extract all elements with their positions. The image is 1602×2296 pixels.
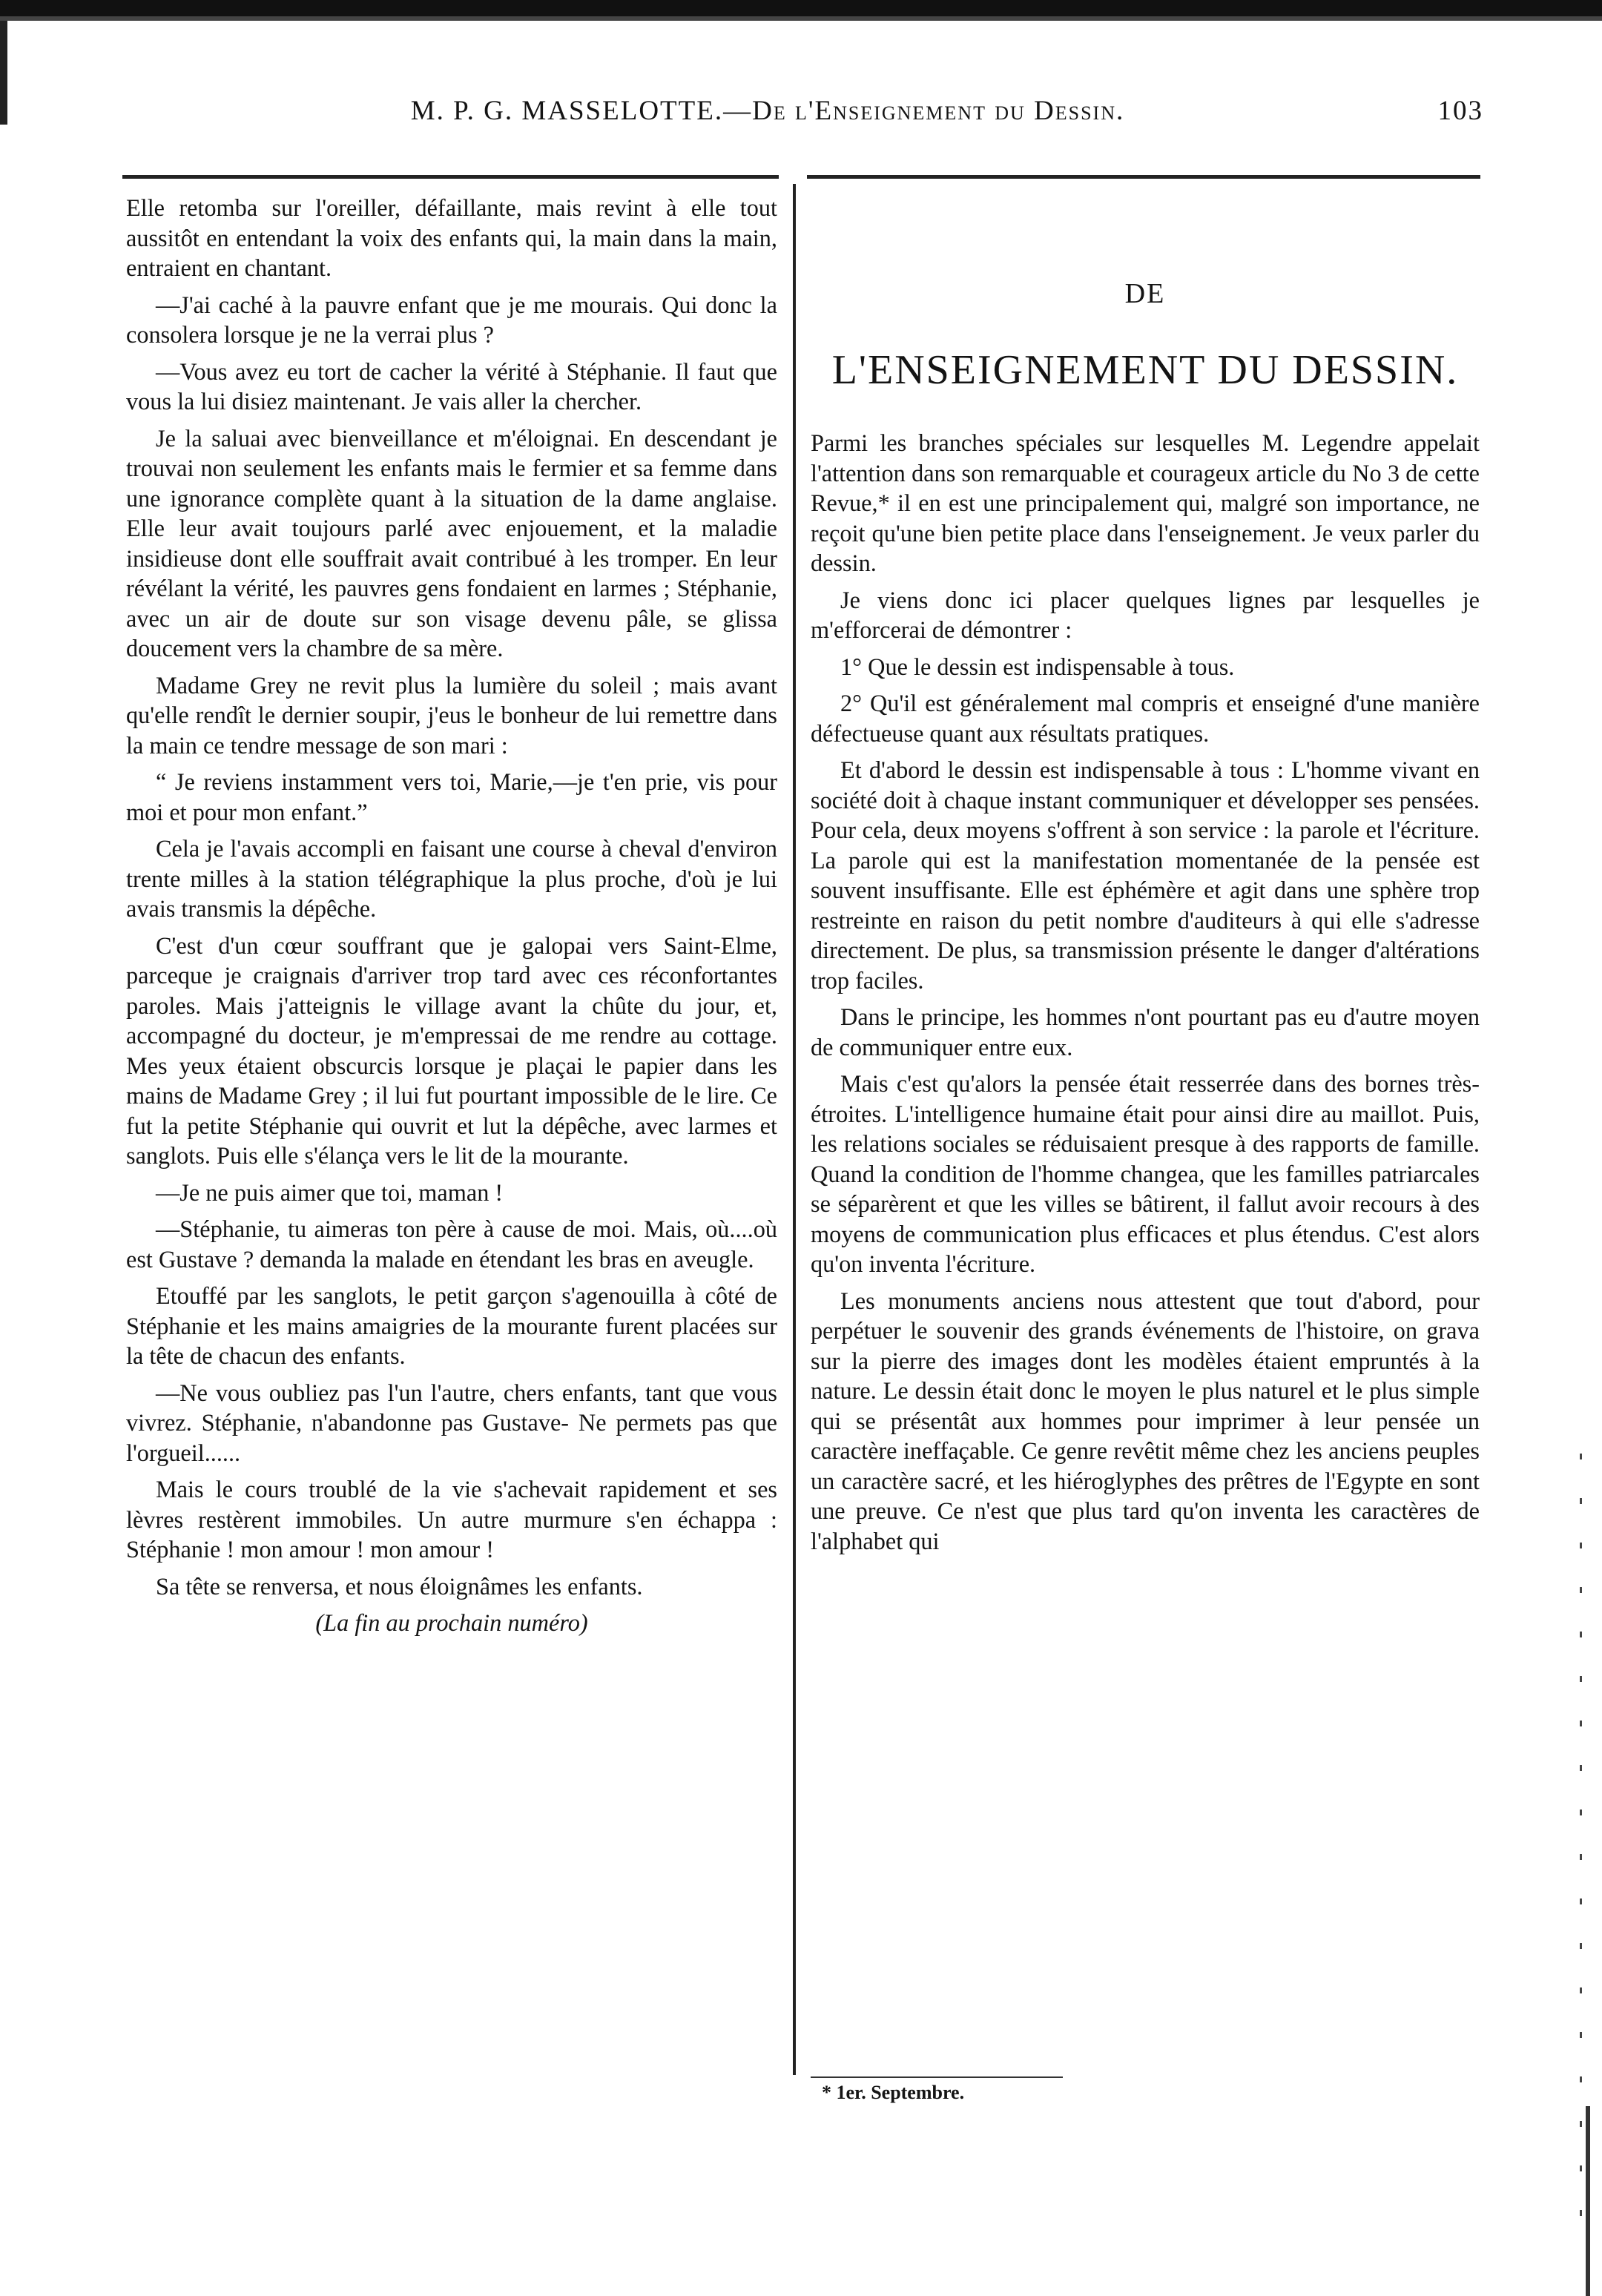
article-title: L'ENSEIGNEMENT DU DESSIN. — [831, 346, 1459, 393]
left-column — [126, 193, 777, 1645]
paragraph: Les monuments anciens nous attestent que tout d'abord, pour perpétuer le souvenir des grands événements de l'histoire, on grava sur la pierre des images dont les modèles étaient empruntés à la nature. Le dessin était donc le moyen le plus naturel et le plus simple qui se présentât aux hommes pour imprimer à leur pensée un caractère ineffaçable. Ce genre revêtit même chez les anciens peuples un caractère sacré, et les hiéroglyphes des prêtres de l'Egypte en sont une preuve. Ce n'est que plus tard qu'on inventa les caractères de l'alphabet qui — [811, 1287, 1480, 1554]
header-rule-left — [122, 175, 779, 179]
paragraph: Je la saluai avec bienveillance et m'éloignai. En descendant je trouvai non seulement les enfants mais le fermier et sa femme dans une ignorance complète quant à la situation de la dame anglaise. Elle leur avait toujours parlé avec enjouement, et la maladie insidieuse dont elle souffrait avait contribué à les tromper. En leur révélant la vérité, les pauvres gens fondaient en larmes ; Stéphanie, avec un air de doute sur son visage devenu pâle, se glissa doucement vers la chambre de sa mère. — [126, 424, 777, 662]
top-border — [0, 0, 1602, 16]
header-rule-right — [807, 175, 1480, 179]
paragraph: Elle retomba sur l'oreiller, défaillante, mais revint à elle tout aussitôt en entendant la voix des enfants qui, la main dans la main, entraient en chantant. — [126, 194, 777, 281]
article-subtitle: DE — [1124, 278, 1166, 309]
paragraph: Cela je l'avais accompli en faisant une course à cheval d'environ trente milles à la station télégraphique la plus proche, d'où je lui avais transmis la dépêche. — [126, 835, 777, 922]
footnote-rule — [811, 2076, 1063, 2078]
list-item: 1° Que le dessin est indispensable à tous. — [840, 653, 1235, 680]
paragraph: Madame Grey ne revit plus la lumière du soleil ; mais avant qu'elle rendît le dernier soupir, j'eus le bonheur de lui remettre dans la main ce tendre message de son mari : — [126, 671, 777, 759]
running-title: M. P. G. MASSELOTTE.—De l'Enseignement du Dessin. — [410, 96, 1125, 126]
right-column — [811, 193, 1480, 1563]
paragraph: Sa tête se renversa, et nous éloignâmes les enfants. — [156, 1572, 643, 1600]
page-number: 103 — [1437, 96, 1483, 126]
paragraph: Parmi les branches spéciales sur lesquelles M. Legendre appelait l'attention dans son remarquable et courageux article du No 3 de cette Revue,* il en est une principalement qui, malgré son importance, ne reçoit qu'une bien petite place dans l'enseignement. Je veux parler du dessin. — [811, 429, 1480, 576]
list-item: 2° Qu'il est généralement mal compris et enseigné d'une manière défectueuse quant aux résultats pratiques. — [811, 690, 1480, 747]
footnote: * 1er. Septembre. — [822, 2082, 965, 2103]
paragraph: “ Je reviens instamment vers toi, Marie,—je t'en prie, vis pour moi et pour mon enfant.” — [126, 768, 777, 825]
paragraph: —J'ai caché à la pauvre enfant que je me mourais. Qui donc la consolera lorsque je ne la verrai plus ? — [126, 291, 777, 348]
paragraph: —Stéphanie, tu aimeras ton père à cause de moi. Mais, où....où est Gustave ? demanda la malade en étendant les bras en aveugle. — [126, 1215, 777, 1273]
paragraph: —Vous avez eu tort de cacher la vérité à Stéphanie. Il faut que vous la lui disiez maintenant. Je vais aller la chercher. — [126, 357, 777, 415]
paragraph: Etouffé par les sanglots, le petit garçon s'agenouilla à côté de Stéphanie et les mains amaigries de la mourante furent placées sur la tête de chacun des enfants. — [126, 1282, 777, 1369]
paragraph: Dans le principe, les hommes n'ont pourtant pas eu d'autre moyen de communiquer entre eux. — [811, 1003, 1480, 1060]
margin-specks — [1577, 1454, 1584, 2269]
page-edge-bar — [1586, 2106, 1590, 2296]
page-edge-mark — [0, 21, 7, 125]
paragraph: Et d'abord le dessin est indispensable à tous : L'homme vivant en société doit à chaque instant communiquer et développer ses pensées. Pour cela, deux moyens s'offrent à son service : la parole et l'écriture. La parole qui est la manifestation momentanée de la pensée est souvent insuffisante. Elle est éphémère et agit dans une sphère trop restreinte en raison du petit nombre d'auditeurs à qui elle s'adresse directement. De plus, sa transmission présente le danger d'altérations trop faciles. — [811, 756, 1480, 994]
paragraph: —Ne vous oubliez pas l'un l'autre, chers enfants, tant que vous vivrez. Stéphanie, n'abandonne pas Gustave- Ne permets pas que l'orgueil...... — [126, 1379, 777, 1466]
column-divider — [793, 184, 796, 2075]
paragraph: C'est d'un cœur souffrant que je galopai vers Saint-Elme, parceque je craignais d'arriver trop tard avec ces réconfortantes paroles. Mais j'atteignis le village avant la chûte du jour, et, accompagné du docteur, je m'empressai de me rendre au cottage. Mes yeux étaient obscurcis lorsque je plaçai le papier dans les mains de Madame Grey ; il lui fut pourtant impossible de le lire. Ce fut la petite Stéphanie qui ouvrit et lut la dépêche, avec larmes et sanglots. Puis elle s'élança vers le lit de la mourante. — [126, 931, 777, 1169]
paragraph: —Je ne puis aimer que toi, maman ! — [156, 1178, 504, 1206]
paragraph: Mais c'est qu'alors la pensée était resserrée dans des bornes très-étroites. L'intelligence humaine était pour ainsi dire au maillot. Puis, les relations sociales se réduisaient presque à des rapports de famille. Quand la condition de l'homme changea, que les familles patriarcales se séparèrent et que les villes se bâtirent, il fallut avoir recours à des moyens de communication plus efficaces et plus étendus. C'est alors qu'on inventa l'écriture. — [811, 1070, 1480, 1277]
paragraph: Mais le cours troublé de la vie s'achevait rapidement et ses lèvres restèrent immobiles. Un autre murmure s'en échappa : Stéphanie ! mon amour ! mon amour ! — [126, 1476, 777, 1563]
continued-note: (La fin au prochain numéro) — [315, 1609, 588, 1636]
paragraph: Je viens donc ici placer quelques lignes par lesquelles je m'efforcerai de démontrer : — [811, 586, 1480, 643]
